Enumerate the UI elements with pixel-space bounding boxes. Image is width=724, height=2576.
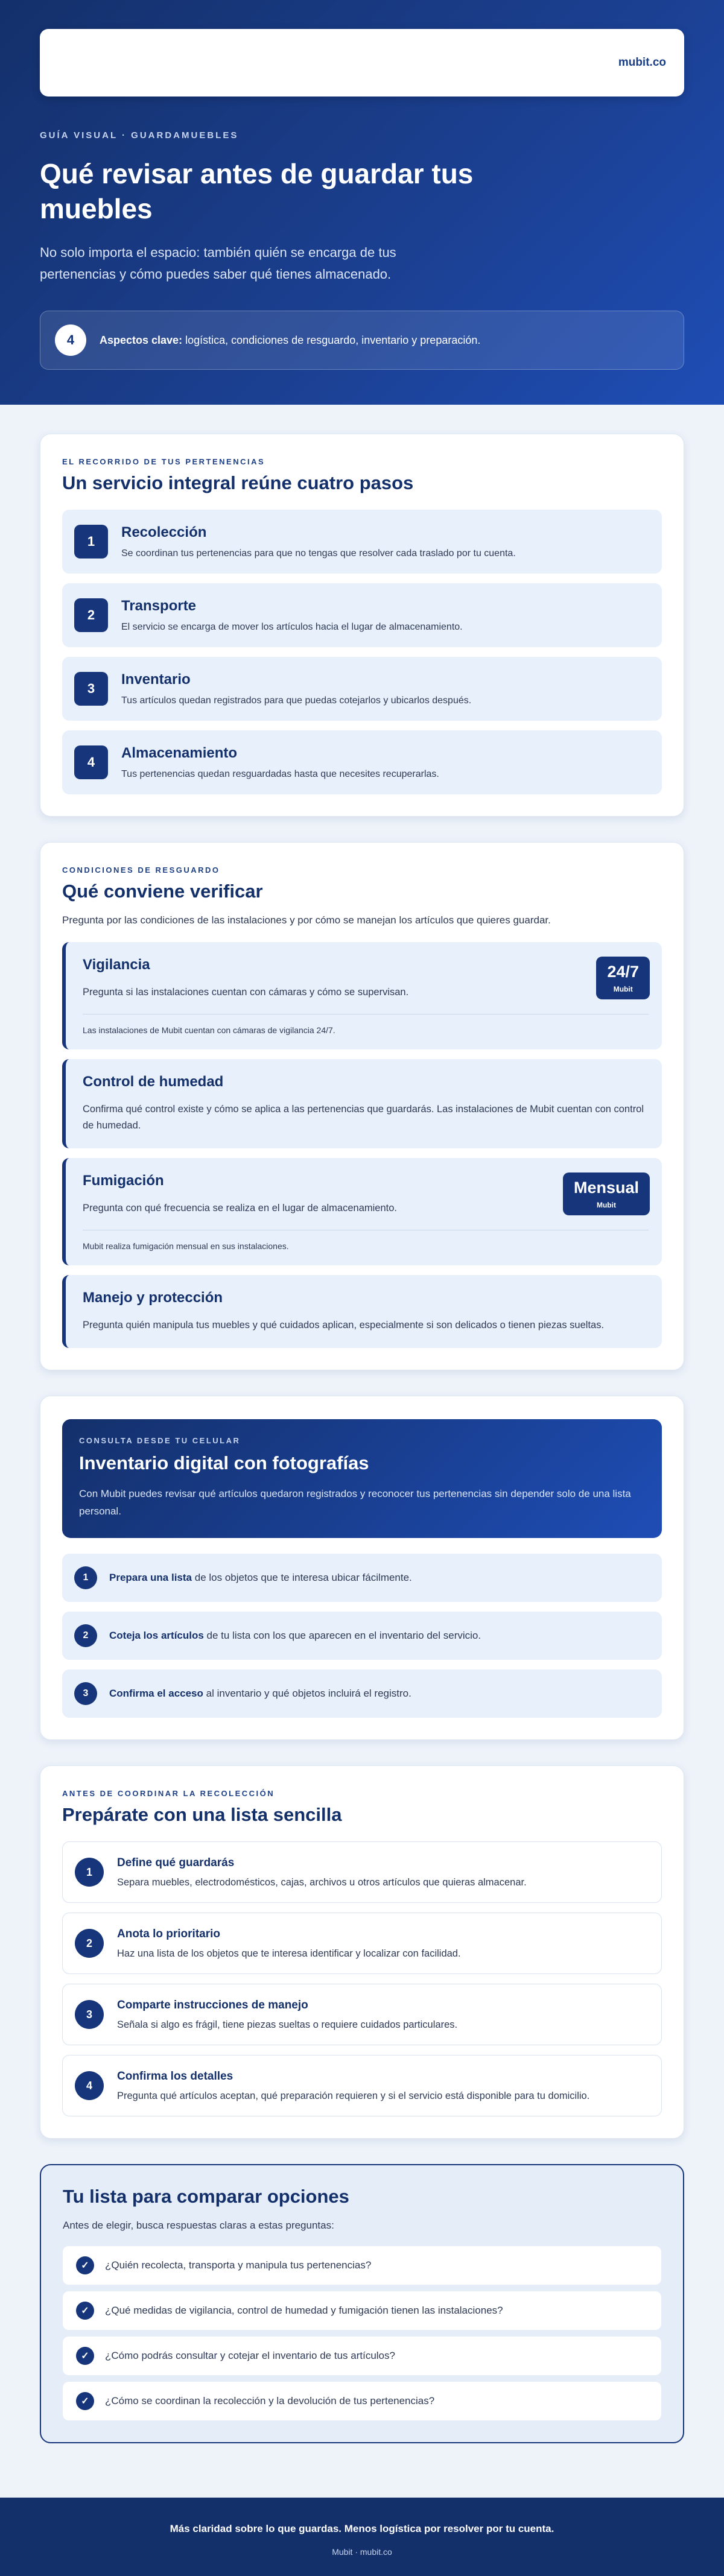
prepare-item-desc: Pregunta qué artículos aceptan, qué preparación requieren y si el servicio está disponible para tu domicilio.: [117, 2090, 590, 2101]
inventory-eyebrow: CONSULTA DESDE TU CELULAR: [79, 1436, 241, 1445]
condition-title: Manejo y protección: [83, 1290, 223, 1306]
step-desc: Se coordinan tus pertenencias para que no tengas que resolver cada traslado por tu cuenta.: [121, 548, 516, 559]
step-desc: El servicio se encarga de mover los artículos hacia el lugar de almacenamiento.: [121, 622, 463, 632]
prepare-item-title: Confirma los detalles: [117, 2069, 233, 2083]
fumigation-badge: [563, 1172, 650, 1215]
inventory-card: [40, 1396, 684, 1740]
inventory-tip: [62, 1669, 662, 1718]
step-item: [62, 583, 662, 647]
checklist-card: [40, 2164, 684, 2443]
condition-desc: Pregunta con qué frecuencia se realiza en el lugar de almacenamiento.: [83, 1203, 397, 1214]
vigilance-badge: [596, 957, 650, 999]
journey-title: Un servicio integral reúne cuatro pasos: [62, 472, 414, 493]
step-title: Almacenamiento: [121, 745, 238, 761]
brand-link[interactable]: mubit.co: [618, 56, 666, 69]
inventory-tip: [62, 1554, 662, 1602]
step-title: Transporte: [121, 598, 197, 614]
condition-note: Mubit realiza fumigación mensual en sus instalaciones.: [83, 1230, 649, 1251]
condition-fumigacion: [62, 1158, 662, 1265]
prepare-number: 3: [75, 2000, 104, 2029]
condition-note: Las instalaciones de Mubit cuentan con cámaras de vigilancia 24/7.: [83, 1014, 649, 1035]
prepare-eyebrow: ANTES DE COORDINAR LA RECOLECCIÓN: [62, 1789, 275, 1798]
step-number: 2: [74, 598, 108, 632]
step-item: [62, 510, 662, 574]
checklist-subtitle: Antes de elegir, busca respuestas claras a estas preguntas:: [63, 2220, 334, 2231]
tip-text: [109, 1572, 412, 1584]
journey-eyebrow: EL RECORRIDO DE TUS PERTENENCIAS: [62, 457, 265, 466]
condition-desc: Pregunta quién manipula tus muebles y qué cuidados aplican, especialmente si son delicados o tienen piezas sueltas.: [83, 1320, 605, 1331]
prepare-item-desc: Separa muebles, electrodomésticos, cajas, archivos u otros artículos que quieras almacenar.: [117, 1876, 527, 1888]
check-icon: ✓: [76, 2392, 94, 2410]
badge-value: 24/7: [607, 963, 639, 981]
step-item: [62, 657, 662, 721]
prepare-item: [62, 1984, 662, 2045]
condition-desc: Confirma qué control existe y cómo se aplica a las pertenencias que guardarás. Las instalaciones de Mubit cuentan con control de humedad.: [83, 1104, 644, 1131]
prepare-item: [62, 2055, 662, 2116]
tip-text: [109, 1630, 481, 1642]
tip-text: [109, 1688, 411, 1700]
main-content: [0, 405, 724, 2443]
condition-vigilancia: [62, 942, 662, 1049]
badge-label: Mubit: [596, 1201, 616, 1209]
tip-number: 2: [74, 1624, 97, 1647]
key-aspects-label: Aspectos clave:: [100, 334, 183, 346]
inventory-title: Inventario digital con fotografías: [79, 1452, 369, 1473]
inventory-desc: Con Mubit puedes revisar qué artículos quedaron registrados y reconocer tus pertenencias sin depender solo de una lista personal.: [79, 1488, 631, 1517]
prepare-item: [62, 1913, 662, 1974]
key-aspects-text: [100, 334, 480, 347]
step-title: Recolección: [121, 524, 207, 540]
tip-number: 1: [74, 1566, 97, 1589]
checklist-text: ¿Qué medidas de vigilancia, control de humedad y fumigación tienen las instalaciones?: [105, 2305, 503, 2316]
prepare-item-title: Anota lo prioritario: [117, 1927, 220, 1940]
conditions-card: [40, 842, 684, 1370]
page-footer: [0, 2498, 724, 2576]
footer-tagline: Más claridad sobre lo que guardas. Menos logística por resolver por tu cuenta.: [170, 2523, 554, 2534]
step-desc: Tus artículos quedan registrados para que puedas cotejarlos y ubicarlos después.: [121, 695, 472, 706]
key-count-badge: 4: [55, 324, 86, 356]
condition-title: Fumigación: [83, 1172, 164, 1189]
badge-label: Mubit: [613, 985, 633, 993]
checklist-item: [63, 2291, 661, 2330]
prepare-item: [62, 1841, 662, 1903]
journey-card: [40, 434, 684, 817]
step-title: Inventario: [121, 671, 191, 688]
hero-eyebrow: GUÍA VISUAL · GUARDAMUEBLES: [40, 130, 239, 141]
conditions-title: Qué conviene verificar: [62, 881, 263, 902]
hero-lead: No solo importa el espacio: también quién se encarga de tus pertenencias y cómo puedes saber qué tienes almacenado.: [40, 245, 396, 282]
brand-bar: [40, 29, 684, 97]
check-icon: ✓: [76, 2302, 94, 2320]
condition-title: Vigilancia: [83, 957, 150, 973]
step-desc: Tus pertenencias quedan resguardadas hasta que necesites recuperarlas.: [121, 769, 439, 779]
prepare-number: 2: [75, 1929, 104, 1958]
step-item: [62, 730, 662, 794]
footer-credit[interactable]: Mubit · mubit.co: [332, 2547, 392, 2557]
tip-bold: Coteja los artículos: [109, 1630, 204, 1641]
prepare-item-title: Define qué guardarás: [117, 1856, 235, 1869]
step-number: 3: [74, 672, 108, 706]
tip-rest: de tu lista con los que aparecen en el inventario del servicio.: [203, 1630, 481, 1641]
tip-rest: al inventario y qué objetos incluirá el registro.: [203, 1688, 411, 1699]
condition-humedad: [62, 1059, 662, 1148]
badge-value: Mensual: [573, 1179, 639, 1197]
tip-rest: de los objetos que te interesa ubicar fácilmente.: [192, 1572, 412, 1583]
checklist-text: ¿Cómo podrás consultar y cotejar el inventario de tus artículos?: [105, 2350, 395, 2361]
tip-bold: Confirma el acceso: [109, 1688, 203, 1699]
prepare-card: [40, 1765, 684, 2139]
checklist-item: [63, 2337, 661, 2375]
condition-desc: Pregunta si las instalaciones cuentan con cámaras y cómo se supervisan.: [83, 987, 409, 998]
checklist-title: Tu lista para comparar opciones: [63, 2186, 349, 2207]
prepare-item-desc: Haz una lista de los objetos que te interesa identificar y localizar con facilidad.: [117, 1948, 461, 1959]
hero-section: [0, 0, 724, 405]
check-icon: ✓: [76, 2256, 94, 2274]
tip-bold: Prepara una lista: [109, 1572, 192, 1583]
page-title: Qué revisar antes de guardar tus muebles: [40, 158, 474, 224]
prepare-number: 1: [75, 1858, 104, 1887]
inventory-banner: [62, 1419, 662, 1538]
condition-title: Control de humedad: [83, 1074, 224, 1090]
prepare-title: Prepárate con una lista sencilla: [62, 1804, 342, 1825]
inventory-tip: [62, 1612, 662, 1660]
prepare-item-title: Comparte instrucciones de manejo: [117, 1998, 308, 2011]
condition-manejo: [62, 1275, 662, 1348]
check-icon: ✓: [76, 2347, 94, 2365]
checklist-item: [63, 2382, 661, 2420]
checklist-text: ¿Cómo se coordinan la recolección y la devolución de tus pertenencias?: [105, 2395, 435, 2407]
conditions-subtitle: Pregunta por las condiciones de las instalaciones y por cómo se manejan los artículos que quieres guardar.: [62, 914, 551, 926]
prepare-number: 4: [75, 2071, 104, 2100]
key-aspects-box: [40, 311, 684, 370]
step-number: 1: [74, 525, 108, 559]
prepare-item-desc: Señala si algo es frágil, tiene piezas sueltas o requiere cuidados particulares.: [117, 2019, 458, 2030]
checklist-item: [63, 2246, 661, 2285]
tip-number: 3: [74, 1682, 97, 1705]
checklist-text: ¿Quién recolecta, transporta y manipula tus pertenencias?: [105, 2259, 372, 2271]
key-aspects-list: logística, condiciones de resguardo, inventario y preparación.: [182, 334, 481, 346]
conditions-eyebrow: CONDICIONES DE RESGUARDO: [62, 866, 220, 875]
step-number: 4: [74, 745, 108, 779]
